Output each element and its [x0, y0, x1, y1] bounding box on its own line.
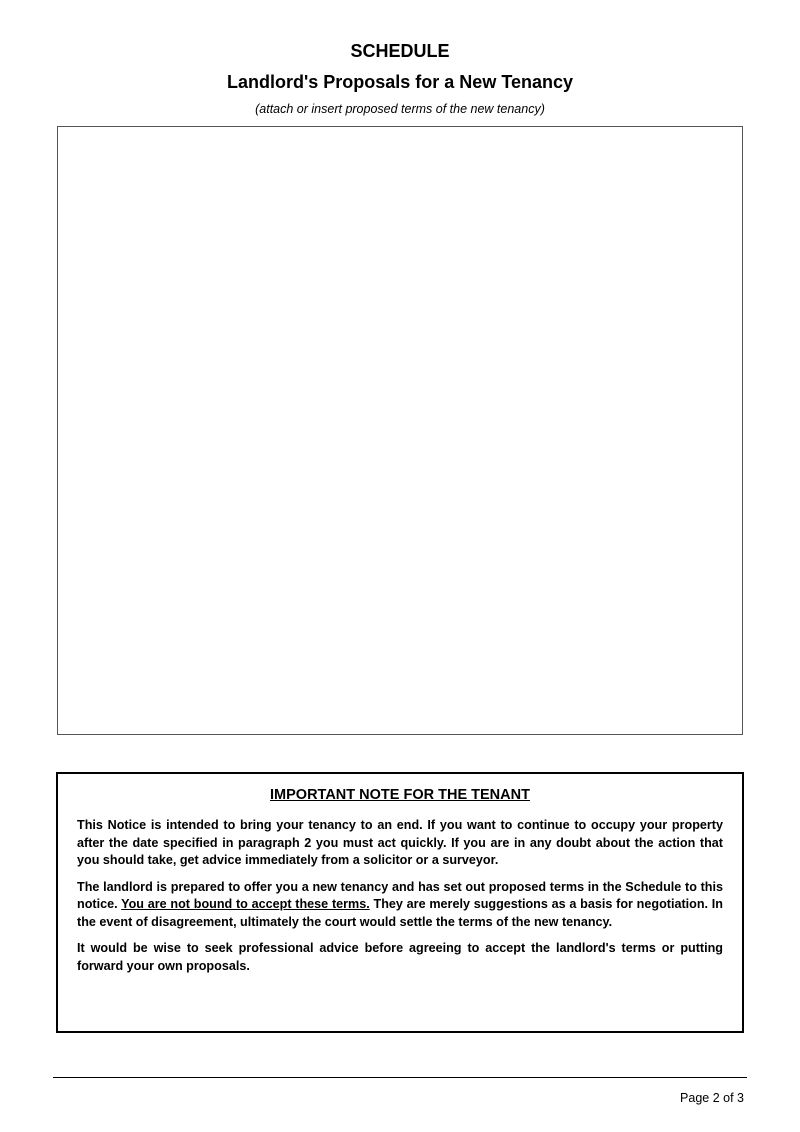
page-number: Page 2 of 3 — [680, 1091, 744, 1105]
note-paragraph-2-end: They are merely suggestions as a basis for negotiation. In the event of disagreement, ultimately the court would settle the terms of the new tenancy. — [77, 897, 723, 929]
note-paragraph-3: It would be wise to seek professional advice before agreeing to accept the landlord's terms or putting forward your own proposals. — [77, 941, 723, 973]
note-paragraph-2 — [77, 879, 723, 932]
schedule-instruction: (attach or insert proposed terms of the new tenancy) — [255, 102, 545, 116]
schedule-title: SCHEDULE — [350, 41, 450, 61]
note-paragraph-2-emphasis: You are not bound to accept these terms. — [121, 897, 370, 911]
proposed-terms-box[interactable] — [57, 126, 743, 735]
note-paragraph-1: This Notice is intended to bring your tenancy to an end. If you want to continue to occupy your property after the date specified in paragraph 2 you must act quickly. If you are in any doubt about the action that you should take, get advice immediately from a solicitor or a surveyor. — [77, 818, 723, 867]
schedule-subtitle: Landlord's Proposals for a New Tenancy — [226, 72, 574, 92]
note-paragraph-2-start: The landlord is prepared to offer you a new tenancy and has set out proposed terms in the Schedule to this notice. — [77, 879, 723, 911]
note-heading: IMPORTANT NOTE FOR THE TENANT — [270, 787, 530, 803]
important-note-box — [56, 772, 744, 1033]
footer-divider — [53, 1077, 747, 1078]
